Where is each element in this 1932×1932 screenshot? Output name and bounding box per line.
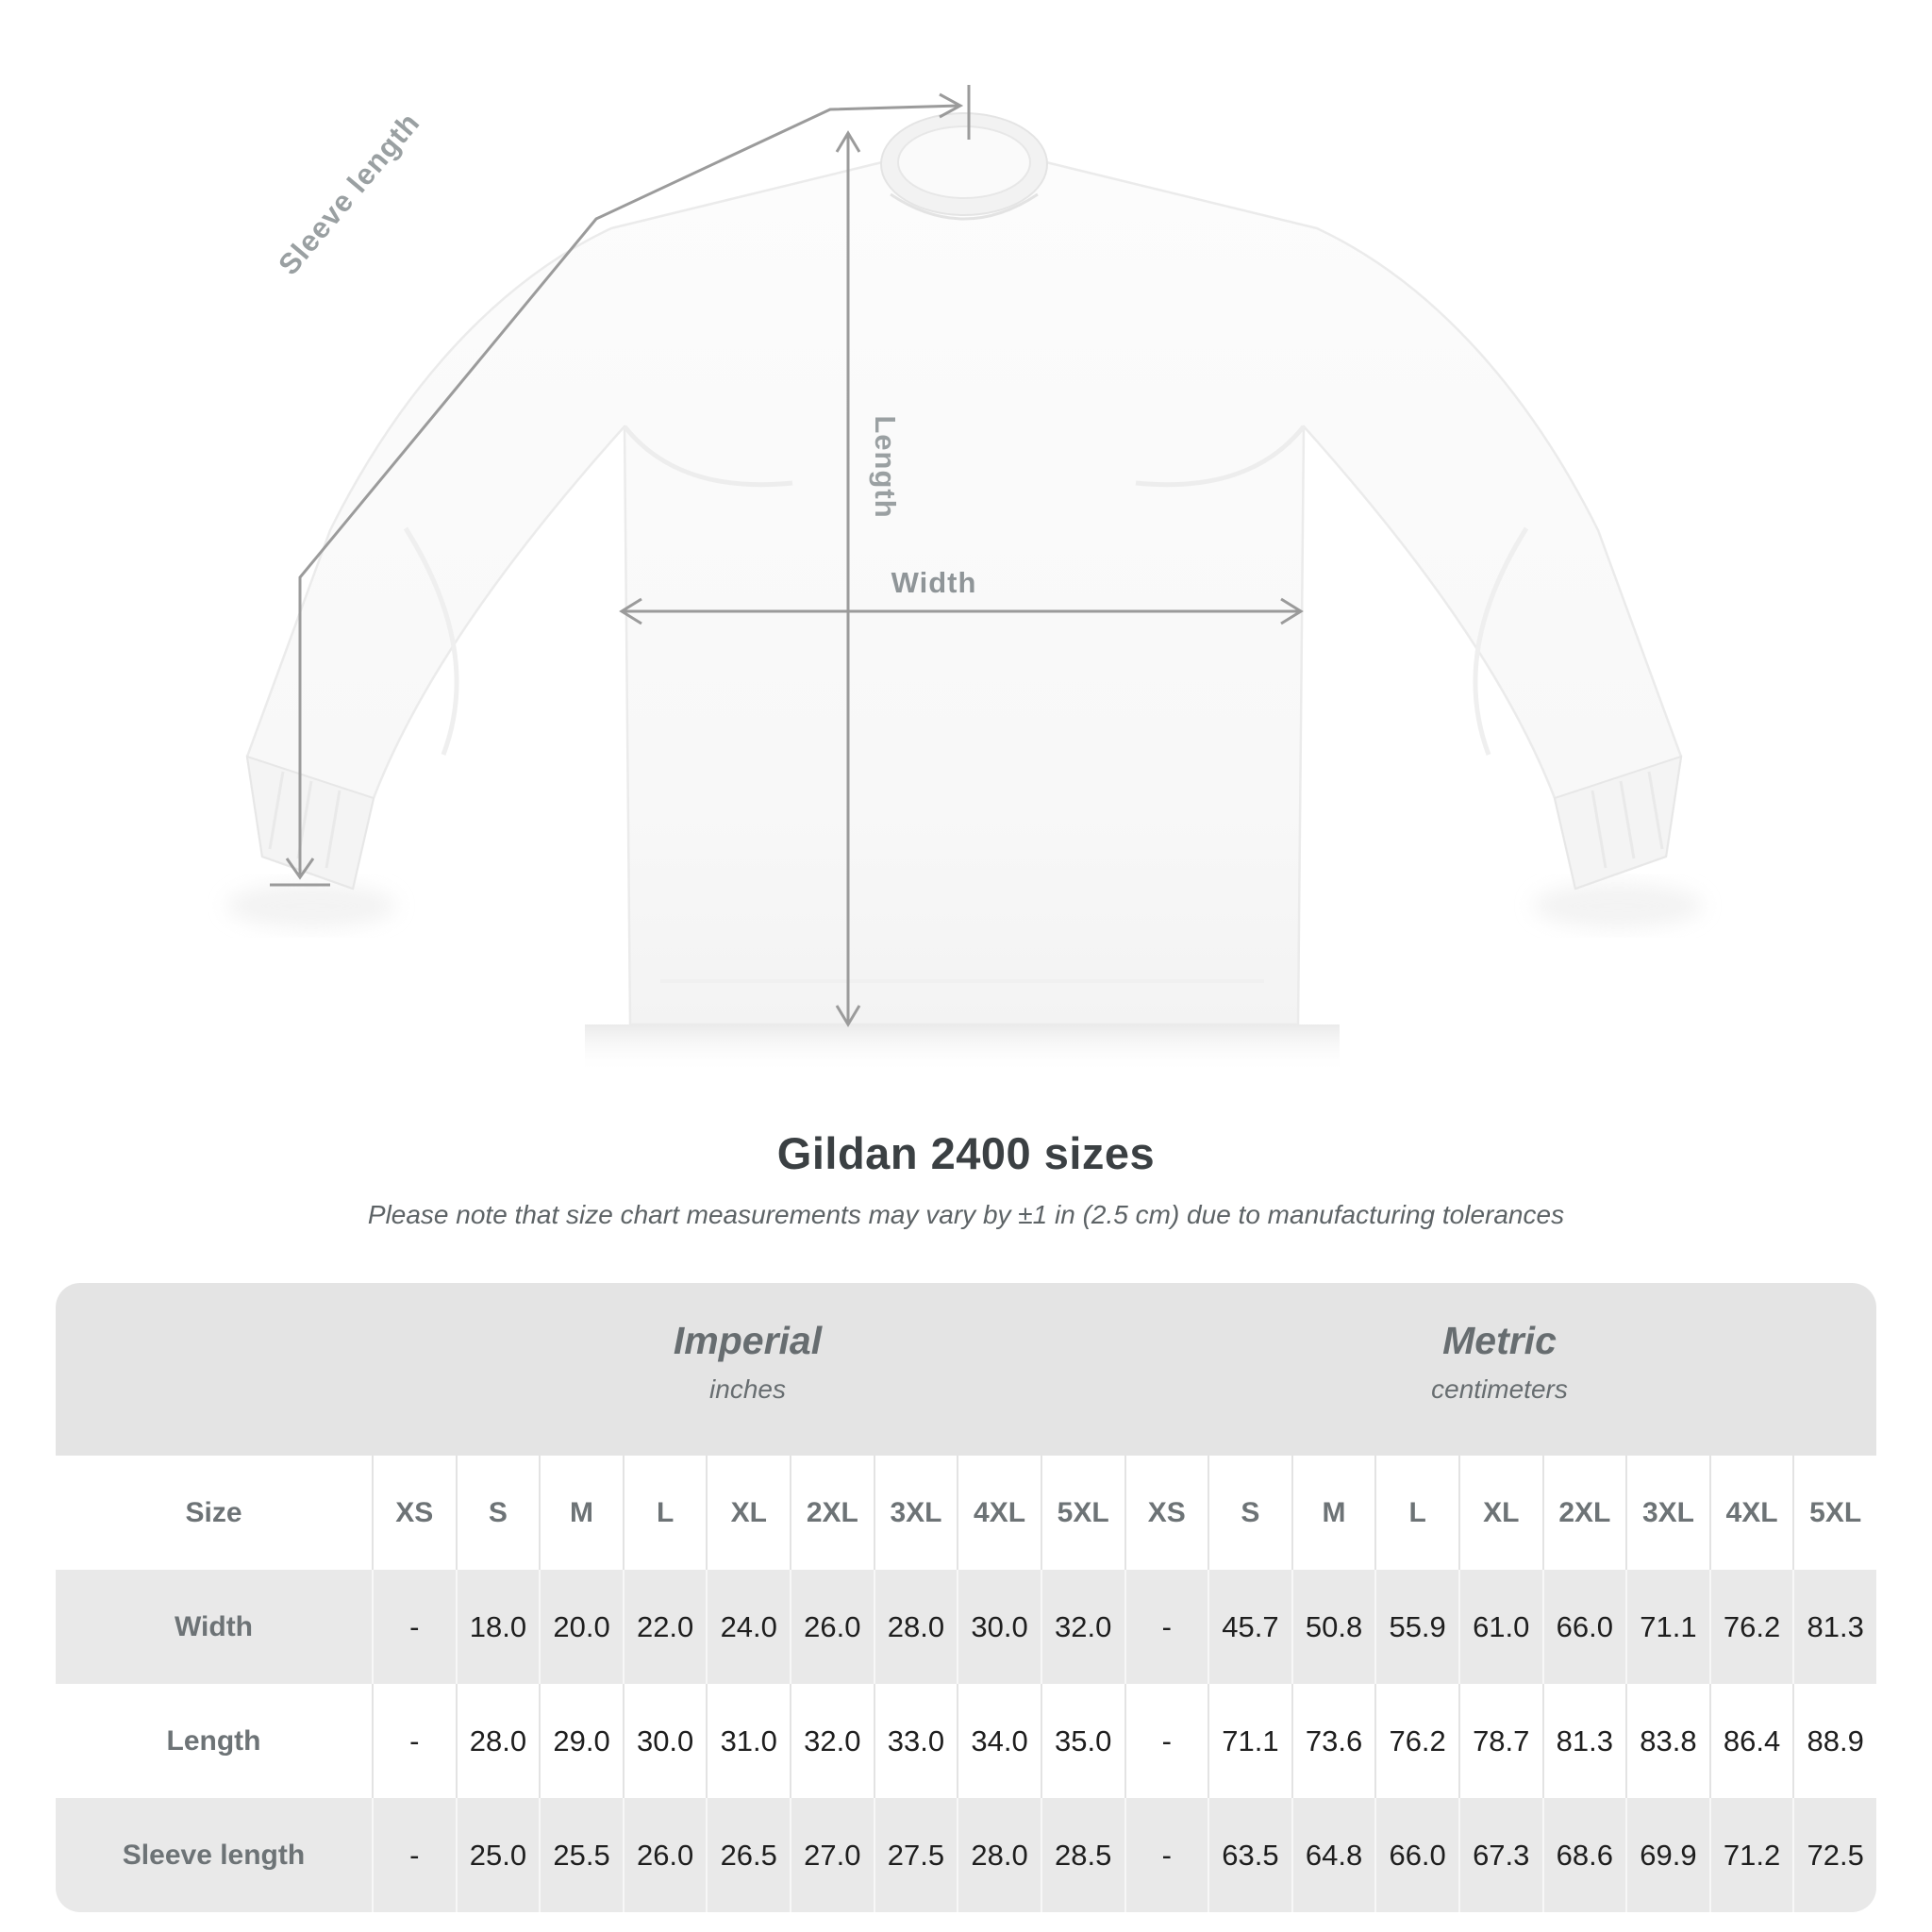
imperial-value-cell: -: [372, 1798, 456, 1912]
size-table: [56, 1283, 1876, 1912]
metric-value-cell: 45.7: [1208, 1570, 1291, 1684]
metric-value-cell: -: [1124, 1570, 1208, 1684]
imperial-value-cell: 28.0: [874, 1570, 958, 1684]
metric-value-cell: 76.2: [1374, 1684, 1458, 1798]
imperial-value-cell: 27.0: [790, 1798, 874, 1912]
measurement-row: [56, 1570, 1876, 1684]
size-table-body: [56, 1456, 1876, 1912]
imperial-value-cell: 32.0: [1041, 1570, 1124, 1684]
metric-value-cell: 88.9: [1792, 1684, 1876, 1798]
metric-value-cell: 64.8: [1291, 1798, 1375, 1912]
page-title: Gildan 2400 sizes: [776, 1128, 1156, 1178]
imperial-value-cell: 32.0: [790, 1684, 874, 1798]
size-column-label: Size: [185, 1496, 242, 1528]
right-cuff-shadow: [1533, 883, 1703, 928]
metric-value-cell: 55.9: [1374, 1570, 1458, 1684]
size-header-row: [56, 1456, 1876, 1570]
width-label: Width: [891, 566, 977, 599]
metric-size-header: L: [1374, 1456, 1458, 1570]
imperial-value-cell: 22.0: [623, 1570, 707, 1684]
imperial-value-cell: 25.5: [539, 1798, 623, 1912]
metric-size-header: M: [1291, 1456, 1375, 1570]
metric-value-cell: 68.6: [1542, 1798, 1626, 1912]
metric-value-cell: 73.6: [1291, 1684, 1375, 1798]
metric-value-cell: -: [1124, 1684, 1208, 1798]
metric-size-header: 5XL: [1792, 1456, 1876, 1570]
imperial-size-header: S: [456, 1456, 540, 1570]
imperial-value-cell: 18.0: [456, 1570, 540, 1684]
metric-value-cell: 50.8: [1291, 1570, 1375, 1684]
imperial-value-cell: 24.0: [706, 1570, 790, 1684]
imperial-size-header: L: [623, 1456, 707, 1570]
metric-value-cell: 81.3: [1792, 1570, 1876, 1684]
imperial-size-header: 3XL: [874, 1456, 958, 1570]
metric-size-header: 2XL: [1542, 1456, 1626, 1570]
imperial-value-cell: 27.5: [874, 1798, 958, 1912]
imperial-value-cell: 35.0: [1041, 1684, 1124, 1798]
metric-value-cell: 81.3: [1542, 1684, 1626, 1798]
imperial-size-header: XS: [372, 1456, 456, 1570]
imperial-size-header: XL: [706, 1456, 790, 1570]
metric-value-cell: 71.2: [1709, 1798, 1793, 1912]
metric-value-cell: 61.0: [1458, 1570, 1542, 1684]
shirt-shadow: [585, 1024, 1340, 1074]
imperial-value-cell: 26.5: [706, 1798, 790, 1912]
imperial-value-cell: 30.0: [957, 1570, 1041, 1684]
imperial-value-cell: 31.0: [706, 1684, 790, 1798]
imperial-value-cell: 26.0: [790, 1570, 874, 1684]
metric-value-cell: 71.1: [1208, 1684, 1291, 1798]
imperial-value-cell: -: [372, 1684, 456, 1798]
metric-size-header: XL: [1458, 1456, 1542, 1570]
metric-value-cell: 86.4: [1709, 1684, 1793, 1798]
unit-header-band: [56, 1283, 1876, 1456]
metric-value-cell: 66.0: [1374, 1798, 1458, 1912]
metric-value-cell: 66.0: [1542, 1570, 1626, 1684]
measurement-row: [56, 1684, 1876, 1798]
row-label: Sleeve length: [122, 1839, 306, 1871]
imperial-value-cell: 34.0: [957, 1684, 1041, 1798]
left-cuff-shadow: [226, 883, 396, 928]
metric-value-cell: 72.5: [1792, 1798, 1876, 1912]
metric-title: Metric: [1442, 1319, 1557, 1362]
metric-value-cell: 63.5: [1208, 1798, 1291, 1912]
metric-size-header: 3XL: [1625, 1456, 1709, 1570]
imperial-value-cell: -: [372, 1570, 456, 1684]
metric-size-header: XS: [1124, 1456, 1208, 1570]
imperial-value-cell: 29.0: [539, 1684, 623, 1798]
metric-value-cell: 83.8: [1625, 1684, 1709, 1798]
imperial-unit: inches: [709, 1374, 786, 1404]
row-label: Length: [166, 1724, 261, 1757]
imperial-header: [372, 1283, 1124, 1456]
imperial-value-cell: 26.0: [623, 1798, 707, 1912]
row-label: Width: [174, 1610, 254, 1642]
title-block: [0, 1127, 1932, 1230]
imperial-value-cell: 20.0: [539, 1570, 623, 1684]
metric-value-cell: 71.1: [1625, 1570, 1709, 1684]
imperial-value-cell: 33.0: [874, 1684, 958, 1798]
metric-value-cell: 69.9: [1625, 1798, 1709, 1912]
imperial-value-cell: 25.0: [456, 1798, 540, 1912]
metric-value-cell: -: [1124, 1798, 1208, 1912]
imperial-value-cell: 30.0: [623, 1684, 707, 1798]
imperial-size-header: M: [539, 1456, 623, 1570]
metric-value-cell: 67.3: [1458, 1798, 1542, 1912]
length-label: Length: [869, 415, 902, 519]
imperial-title: Imperial: [673, 1319, 823, 1362]
metric-unit: centimeters: [1431, 1374, 1568, 1404]
metric-value-cell: 76.2: [1709, 1570, 1793, 1684]
imperial-value-cell: 28.5: [1041, 1798, 1124, 1912]
collar: [881, 113, 1047, 219]
metric-header: [1124, 1283, 1875, 1456]
metric-size-header: 4XL: [1709, 1456, 1793, 1570]
tolerance-note: Please note that size chart measurements may vary by ±1 in (2.5 cm) due to manufacturing tolerances: [367, 1200, 1565, 1229]
metric-size-header: S: [1208, 1456, 1291, 1570]
sleeve-length-label: Sleeve length: [272, 106, 426, 282]
measurement-row: [56, 1798, 1876, 1912]
metric-value-cell: 78.7: [1458, 1684, 1542, 1798]
imperial-size-header: 2XL: [790, 1456, 874, 1570]
imperial-value-cell: 28.0: [456, 1684, 540, 1798]
imperial-value-cell: 28.0: [957, 1798, 1041, 1912]
imperial-size-header: 4XL: [957, 1456, 1041, 1570]
imperial-size-header: 5XL: [1041, 1456, 1124, 1570]
